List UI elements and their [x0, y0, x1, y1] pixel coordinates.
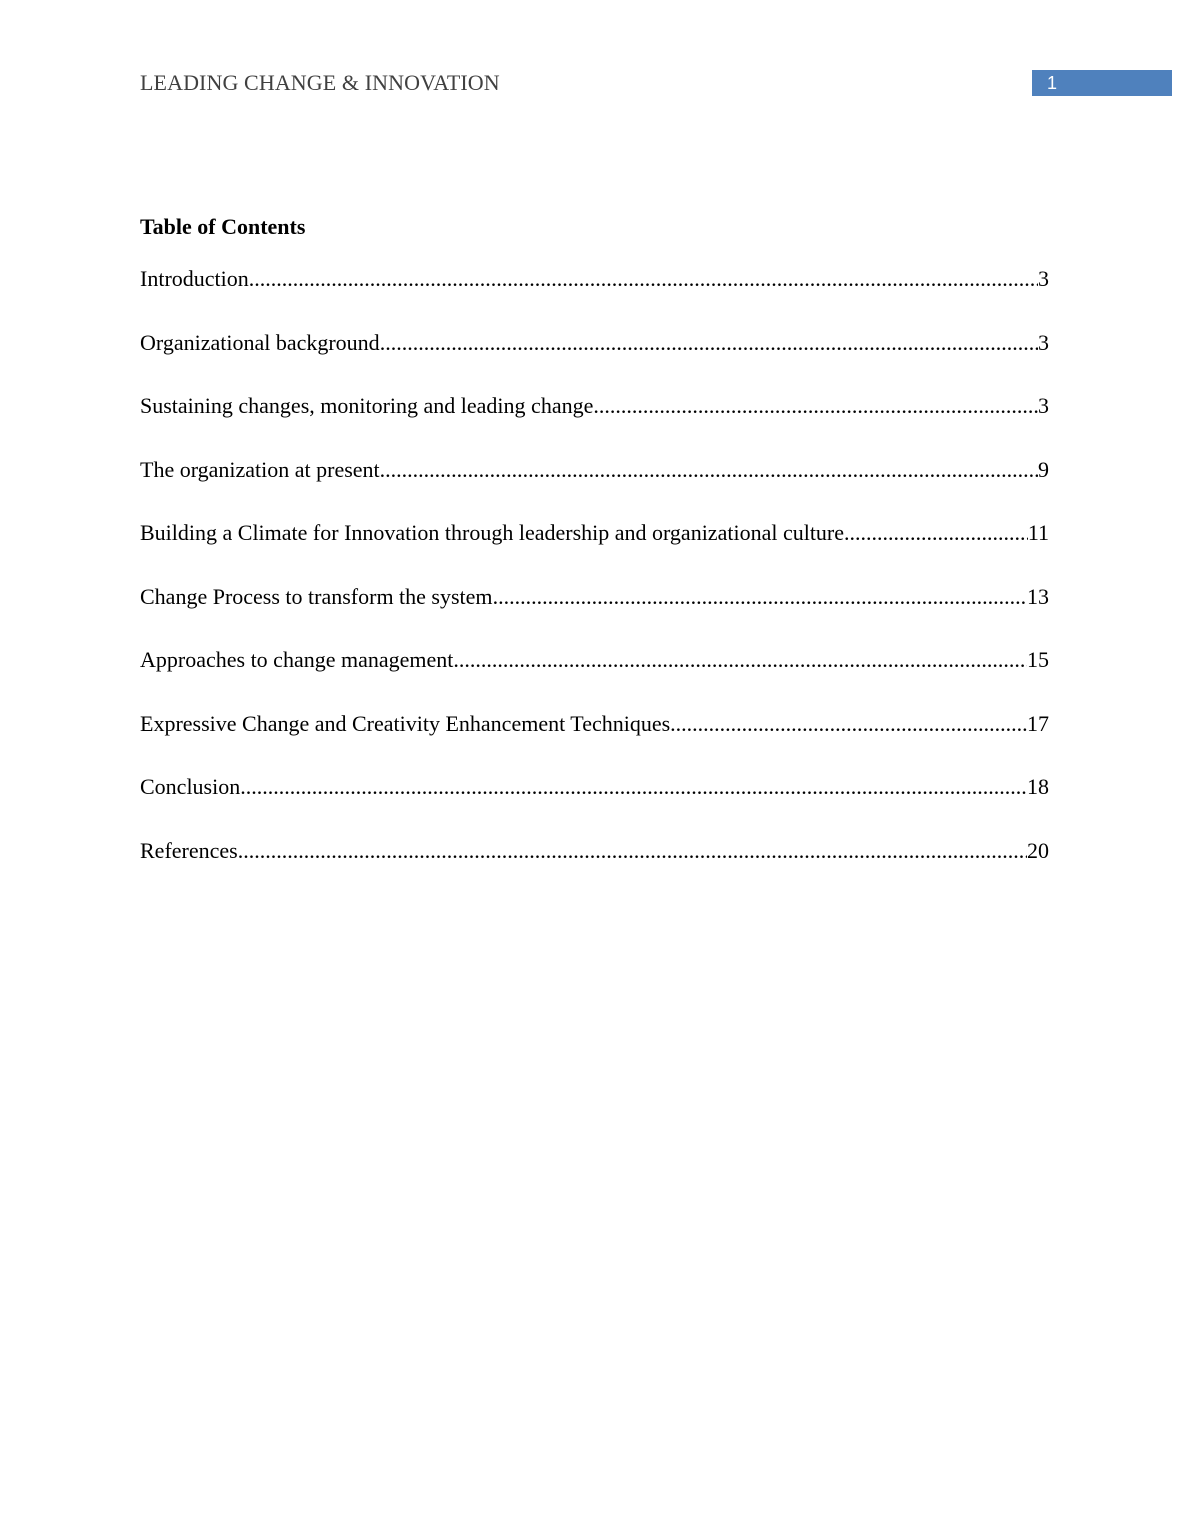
toc-entry[interactable] — [140, 645, 1049, 675]
toc-entry-page: 3 — [1038, 329, 1049, 355]
toc-entry[interactable] — [140, 391, 1049, 421]
toc-entry-title: Sustaining changes, monitoring and leading change — [140, 393, 594, 418]
toc-dot-leader — [493, 582, 1027, 612]
toc-entry[interactable] — [140, 709, 1049, 739]
toc-entry-title: Approaches to change management — [140, 647, 454, 672]
toc-dot-leader — [593, 391, 1038, 421]
toc-entry[interactable] — [140, 455, 1049, 485]
toc-entry-page: 17 — [1027, 710, 1049, 736]
toc-entry[interactable] — [140, 328, 1049, 358]
toc-entry[interactable] — [140, 264, 1049, 294]
toc-dot-leader — [844, 518, 1028, 548]
toc-entry-page: 3 — [1038, 266, 1049, 291]
toc-dot-leader — [240, 772, 1027, 802]
toc-entry[interactable] — [140, 582, 1049, 612]
page-number: 1 — [1047, 73, 1058, 93]
toc-dot-leader — [238, 836, 1027, 866]
toc-dot-leader — [453, 645, 1027, 675]
toc-list — [140, 264, 1049, 866]
page-number-badge — [1032, 70, 1172, 96]
toc-entry[interactable] — [140, 518, 1049, 548]
toc-entry-title: References — [140, 837, 238, 863]
toc-entry-page: 11 — [1027, 520, 1049, 545]
toc-dot-leader — [380, 455, 1038, 485]
toc-entry[interactable] — [140, 836, 1049, 866]
toc-entry-page: 18 — [1027, 774, 1049, 799]
toc-entry-page: 13 — [1027, 583, 1049, 609]
toc-entry-title: Building a Climate for Innovation through leadership and organizational culture — [140, 520, 845, 545]
toc-entry-page: 15 — [1027, 647, 1049, 672]
toc-entry-title: Organizational background — [140, 329, 380, 355]
toc-entry-title: Expressive Change and Creativity Enhancement Techniques — [140, 710, 671, 736]
toc-entry-title: Change Process to transform the system — [140, 583, 493, 609]
toc-entry-title: The organization at present — [140, 456, 380, 482]
toc-entry[interactable] — [140, 772, 1049, 802]
toc-dot-leader — [249, 264, 1038, 294]
toc-entry-page: 9 — [1038, 456, 1049, 482]
toc-dot-leader — [670, 709, 1027, 739]
toc-entry-page: 20 — [1027, 837, 1049, 863]
toc-heading: Table of Contents — [140, 214, 306, 239]
toc-entry-page: 3 — [1038, 393, 1049, 418]
toc-dot-leader — [380, 328, 1038, 358]
table-of-contents — [140, 211, 1049, 899]
toc-entry-title: Introduction — [140, 266, 249, 291]
toc-entry-title: Conclusion — [140, 774, 241, 799]
running-header-title: LEADING CHANGE & INNOVATION — [140, 70, 500, 95]
